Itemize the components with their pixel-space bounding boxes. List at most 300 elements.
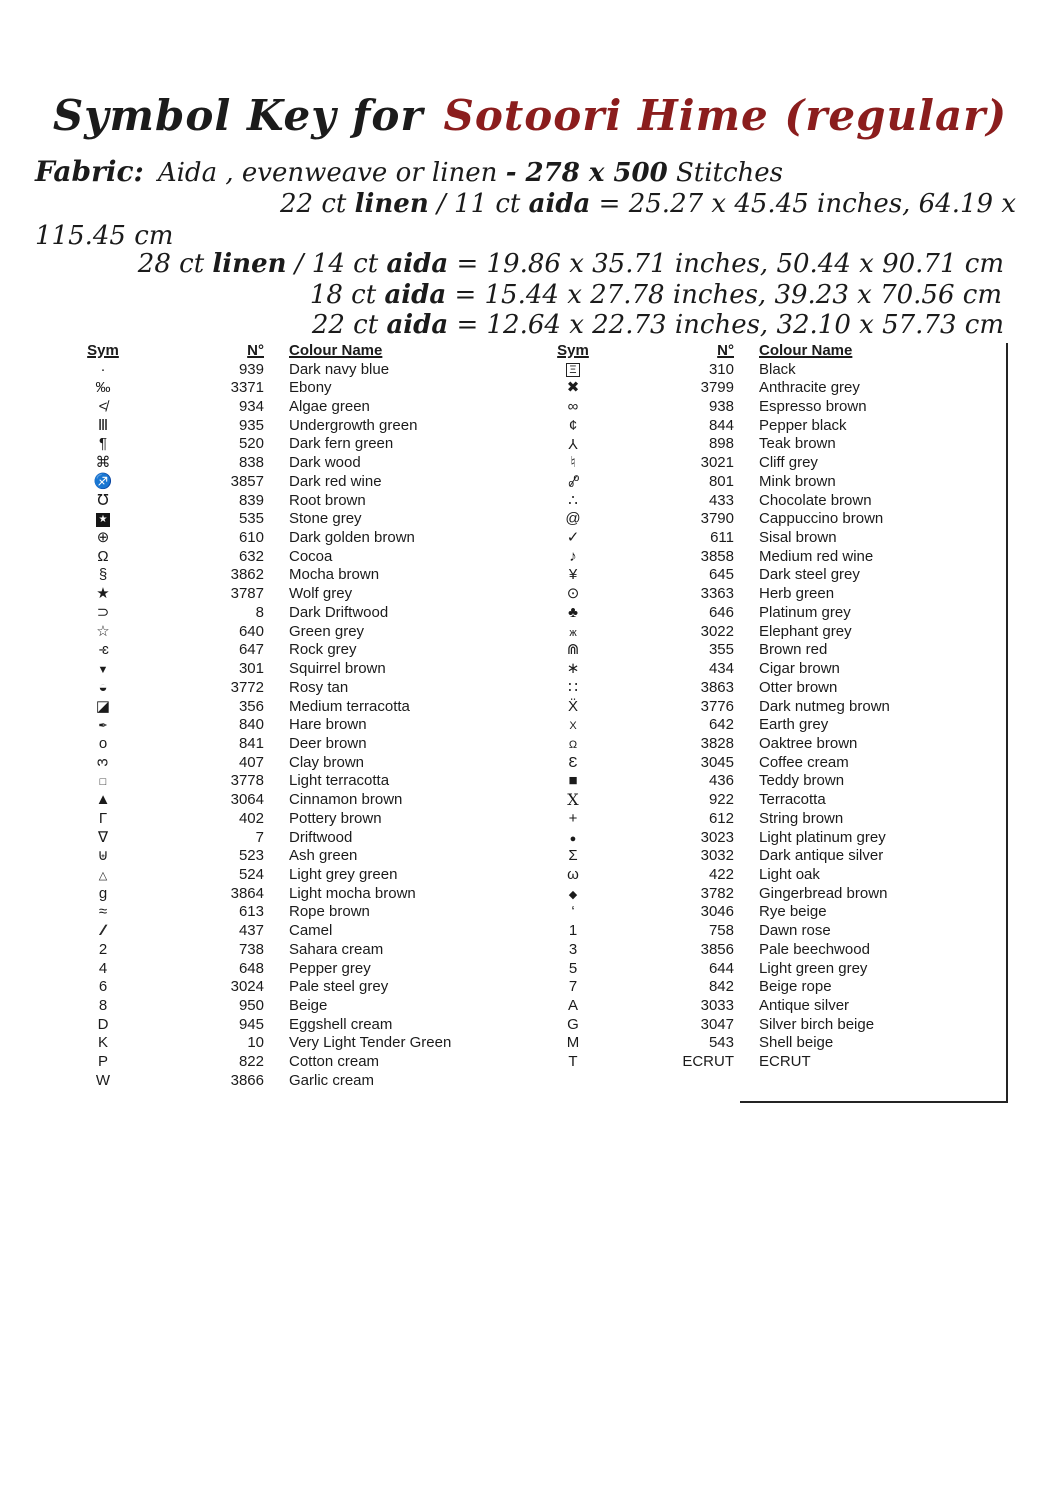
table-row	[532, 528, 992, 547]
number-cell: ECRUT	[682, 1053, 734, 1071]
number-cell: 3363	[700, 585, 734, 603]
number-cell: 543	[708, 1034, 734, 1052]
table-row	[62, 959, 522, 978]
symbol-cell	[62, 567, 144, 582]
symbol-cell	[62, 811, 144, 826]
symbol-glyph: 2	[98, 940, 108, 958]
number-cell: 839	[238, 491, 264, 509]
table-row	[62, 528, 522, 547]
table-row	[532, 772, 992, 791]
size-line-dimensions: = 12.64 x 22.73 inches, 32.10 x 57.73 cm	[448, 310, 1004, 340]
size-line-dimensions: = 19.86 x 35.71 inches, 50.44 x 90.71 cm	[448, 249, 1004, 279]
symbol-cell	[62, 699, 144, 714]
table-row	[62, 659, 522, 678]
colour-name-cell: Platinum grey	[759, 603, 851, 621]
symbol-cell	[62, 362, 144, 377]
colour-name-cell: Black	[759, 360, 796, 378]
number-cell: 3828	[700, 734, 734, 752]
table-row	[532, 753, 992, 772]
symbol-glyph: 5	[568, 959, 578, 977]
table-row	[62, 846, 522, 865]
symbol-cell	[532, 942, 614, 957]
number-cell: 945	[238, 1015, 264, 1033]
page-title	[0, 92, 1060, 140]
colour-name-cell: Ash green	[289, 847, 358, 865]
table-row	[532, 734, 992, 753]
number-cell: 3021	[700, 454, 734, 472]
symbol-glyph: Ẍ	[567, 697, 578, 715]
number-cell: 434	[708, 660, 734, 678]
table-row	[532, 416, 992, 435]
colour-name-cell: Cinnamon brown	[289, 791, 403, 809]
symbol-glyph: ·	[100, 360, 106, 378]
number-cell: 3045	[700, 753, 734, 771]
colour-name-cell: Pepper grey	[289, 959, 371, 977]
symbol-glyph: ●	[569, 832, 577, 845]
table-row	[62, 1052, 522, 1071]
symbol-cell	[532, 961, 614, 976]
number-cell: 422	[708, 865, 734, 883]
colour-name-cell: Cigar brown	[759, 660, 840, 678]
symbol-cell	[532, 661, 614, 676]
symbol-cell	[62, 792, 144, 807]
size-line-fabric-type: aida	[386, 310, 449, 340]
number-cell: 356	[238, 697, 264, 715]
symbol-glyph: T	[568, 1053, 578, 1071]
symbol-glyph: Ξ	[566, 363, 579, 378]
colour-name-cell: Camel	[289, 922, 333, 940]
colour-name-cell: Earth grey	[759, 716, 829, 734]
symbol-cell	[62, 717, 144, 732]
symbol-glyph: ℧	[97, 491, 109, 509]
number-cell: 934	[238, 398, 264, 416]
number-cell: 10	[247, 1034, 264, 1052]
fabric-label: Fabric:	[35, 155, 144, 188]
table-rows-left	[62, 360, 522, 1090]
table-row	[62, 603, 522, 622]
colour-name-cell: Cappuccino brown	[759, 510, 884, 528]
table-row	[532, 435, 992, 454]
number-cell: 523	[238, 847, 264, 865]
symbol-cell	[532, 418, 614, 433]
colour-name-cell: Green grey	[289, 622, 365, 640]
number-cell: 613	[238, 903, 264, 921]
symbol-glyph: §	[98, 566, 108, 584]
symbol-cell	[62, 1035, 144, 1050]
symbol-cell	[532, 530, 614, 545]
table-row	[62, 509, 522, 528]
number-cell: 3866	[230, 1071, 264, 1089]
symbol-glyph: 8	[98, 997, 108, 1015]
symbol-glyph: ⌘	[95, 454, 111, 472]
title-prefix: Symbol Key for	[52, 91, 424, 140]
fabric-line-1-text: Aida , evenweave or linen	[157, 158, 506, 188]
symbol-cell	[62, 549, 144, 564]
table-row	[62, 1071, 522, 1090]
symbol-cell	[532, 399, 614, 414]
table-row	[532, 472, 992, 491]
table-row	[532, 790, 992, 809]
number-cell: 3046	[700, 903, 734, 921]
symbol-cell	[62, 530, 144, 545]
number-cell: 647	[238, 641, 264, 659]
symbol-glyph: Y	[567, 435, 578, 453]
table-row	[532, 1034, 992, 1053]
symbol-glyph: ‘	[571, 903, 575, 921]
symbol-glyph: 3	[94, 758, 112, 767]
colour-name-cell: Cotton cream	[289, 1053, 380, 1071]
number-cell: 3790	[700, 510, 734, 528]
number-cell: 738	[238, 940, 264, 958]
table-row	[532, 397, 992, 416]
symbol-glyph: ¶	[98, 435, 108, 453]
colour-name-cell: Dark red wine	[289, 472, 382, 490]
colour-name-cell: Sisal brown	[759, 529, 837, 547]
number-cell: 3772	[230, 678, 264, 696]
symbol-cell	[532, 586, 614, 601]
symbol-glyph: ♣	[568, 603, 578, 621]
symbol-glyph: K	[97, 1034, 108, 1052]
table-row	[532, 809, 992, 828]
table-row	[62, 397, 522, 416]
number-cell: 840	[238, 716, 264, 734]
symbol-cell	[532, 998, 614, 1013]
header-sym: Sym	[87, 341, 119, 359]
colour-name-cell: Deer brown	[289, 734, 367, 752]
table-row	[532, 360, 992, 379]
table-row	[62, 1034, 522, 1053]
symbol-glyph: A	[567, 997, 578, 1015]
symbol-table-right	[532, 341, 992, 1071]
symbol-glyph: ¥	[568, 566, 578, 584]
colour-name-cell: Beige	[289, 997, 328, 1015]
fabric-line-3: 115.45 cm	[35, 221, 174, 251]
symbol-cell	[62, 436, 144, 451]
colour-name-cell: Pale beechwood	[759, 940, 870, 958]
symbol-glyph: ≮	[98, 398, 108, 416]
table-row	[62, 435, 522, 454]
table-row	[62, 884, 522, 903]
table-row	[532, 828, 992, 847]
symbol-cell	[532, 789, 614, 809]
symbol-glyph: ✖	[566, 379, 580, 397]
size-line-pre: 18 ct	[309, 280, 385, 310]
colour-name-cell: Beige rope	[759, 978, 832, 996]
colour-name-cell: Terracotta	[759, 791, 826, 809]
colour-name-cell: Anthracite grey	[759, 379, 860, 397]
number-cell: 437	[238, 922, 264, 940]
number-cell: 822	[238, 1053, 264, 1071]
symbol-cell	[62, 773, 144, 788]
symbol-glyph: G	[567, 1015, 579, 1033]
size-line-pre: 28 ct	[137, 249, 213, 279]
symbol-cell	[532, 680, 614, 695]
colour-name-cell: Pottery brown	[289, 809, 382, 827]
number-cell: 3862	[230, 566, 264, 584]
symbol-cell	[532, 642, 614, 657]
colour-name-cell: Espresso brown	[759, 398, 867, 416]
colour-name-cell: Cocoa	[289, 547, 333, 565]
colour-name-cell: Dark wood	[289, 454, 361, 472]
colour-name-cell: Algae green	[289, 398, 370, 416]
colour-name-cell: Stone grey	[289, 510, 362, 528]
colour-name-cell: Undergrowth green	[289, 416, 418, 434]
symbol-glyph: ∞	[567, 398, 579, 416]
table-row	[532, 603, 992, 622]
colour-name-cell: Light mocha brown	[289, 884, 416, 902]
colour-name-cell: Silver birch beige	[759, 1015, 875, 1033]
table-row	[62, 566, 522, 585]
symbol-cell	[62, 510, 144, 527]
symbol-cell	[532, 1035, 614, 1050]
number-cell: 838	[238, 454, 264, 472]
symbol-glyph: ✒	[98, 720, 108, 733]
number-cell: 402	[238, 809, 264, 827]
symbol-glyph: o	[98, 734, 108, 752]
number-cell: 355	[708, 641, 734, 659]
table-row	[532, 1052, 992, 1071]
number-cell: 407	[238, 753, 264, 771]
number-cell: 3856	[700, 940, 734, 958]
number-cell: 310	[708, 360, 734, 378]
table-row	[532, 977, 992, 996]
symbol-cell	[62, 680, 144, 695]
symbol-cell	[62, 904, 144, 919]
header-sym: Sym	[557, 341, 589, 359]
fabric-stitch-count: - 278 x 500	[505, 158, 668, 188]
symbol-glyph: @	[565, 510, 581, 528]
symbol-glyph: 1	[568, 922, 578, 940]
symbol-glyph: ⊎	[97, 847, 109, 865]
symbol-cell	[532, 755, 614, 770]
number-cell: 648	[238, 959, 264, 977]
colour-name-cell: Dark Driftwood	[289, 603, 389, 621]
header-colour-name: Colour Name	[759, 341, 853, 359]
table-row	[532, 903, 992, 922]
colour-name-cell: Root brown	[289, 491, 366, 509]
colour-name-cell: Mocha brown	[289, 566, 380, 584]
symbol-glyph: W	[95, 1071, 111, 1089]
colour-name-cell: Garlic cream	[289, 1071, 375, 1089]
symbol-glyph: ⋒	[566, 641, 580, 659]
number-cell: 611	[710, 529, 734, 547]
symbol-cell	[62, 380, 144, 395]
symbol-glyph: ♐	[93, 472, 113, 490]
table-row	[532, 884, 992, 903]
symbol-glyph: ▼	[97, 664, 109, 677]
table-row	[62, 416, 522, 435]
symbol-cell	[532, 624, 614, 639]
colour-name-cell: Chocolate brown	[759, 491, 872, 509]
symbol-cell	[62, 418, 144, 433]
symbol-glyph: ⊙	[566, 585, 580, 603]
number-cell: 3024	[230, 978, 264, 996]
number-cell: 3033	[700, 997, 734, 1015]
table-row	[62, 903, 522, 922]
symbol-glyph: ₒ⁄º	[568, 472, 578, 490]
symbol-cell	[532, 699, 614, 714]
number-cell: 7	[255, 828, 264, 846]
symbol-cell	[62, 399, 144, 414]
number-cell: 3064	[230, 791, 264, 809]
symbol-cell	[62, 886, 144, 901]
symbol-cell	[532, 511, 614, 526]
symbol-glyph: ≈	[98, 903, 108, 921]
symbol-cell	[62, 848, 144, 863]
symbol-table-left	[62, 341, 522, 1090]
number-cell: 3032	[700, 847, 734, 865]
number-cell: 3787	[230, 585, 264, 603]
size-line-fabric-type-2: aida	[528, 189, 591, 219]
colour-name-cell: Shell beige	[759, 1034, 834, 1052]
colour-name-cell: Antique silver	[759, 997, 850, 1015]
number-cell: 3371	[230, 379, 264, 397]
title-pattern-name: Sotoori Hime (regular)	[443, 91, 1008, 140]
table-row	[532, 491, 992, 510]
symbol-cell	[62, 455, 144, 470]
symbol-glyph: Ⅲ	[97, 416, 109, 434]
table-row	[62, 622, 522, 641]
colour-name-cell: Dark antique silver	[759, 847, 884, 865]
symbol-cell	[62, 605, 144, 620]
symbol-glyph: ∷	[568, 678, 578, 696]
table-row	[532, 378, 992, 397]
number-cell: 3776	[700, 697, 734, 715]
table-row	[532, 584, 992, 603]
table-row	[62, 547, 522, 566]
number-cell: 935	[238, 416, 264, 434]
symbol-cell	[532, 1017, 614, 1032]
number-cell: 3858	[700, 547, 734, 565]
symbol-glyph: 6	[98, 978, 108, 996]
colour-name-cell: Rope brown	[289, 903, 370, 921]
size-line-fabric-type-2: aida	[386, 249, 449, 279]
colour-name-cell: Brown red	[759, 641, 828, 659]
size-line-mid: / 14 ct	[286, 249, 387, 279]
number-cell: 3022	[700, 622, 734, 640]
table-row	[62, 378, 522, 397]
number-cell: 3863	[700, 678, 734, 696]
table-row	[62, 715, 522, 734]
number-cell: 938	[708, 398, 734, 416]
colour-name-cell: Dark fern green	[289, 435, 394, 453]
table-right-border	[1006, 343, 1008, 1101]
symbol-cell	[62, 942, 144, 957]
symbol-glyph: ∕∕	[101, 922, 104, 940]
colour-name-cell: Wolf grey	[289, 585, 353, 603]
number-cell: 898	[708, 435, 734, 453]
symbol-glyph: Ω	[97, 547, 109, 565]
colour-name-cell: Ebony	[289, 379, 332, 397]
table-row	[532, 678, 992, 697]
symbol-glyph: ж	[569, 626, 577, 639]
symbol-cell	[532, 979, 614, 994]
symbol-cell	[62, 998, 144, 1013]
symbol-cell	[62, 474, 144, 489]
table-row	[62, 491, 522, 510]
fabric-line-4	[138, 250, 1004, 280]
symbol-glyph: □	[99, 776, 107, 789]
size-line-pre: 22 ct	[311, 310, 387, 340]
colour-name-cell: Coffee cream	[759, 753, 849, 771]
colour-name-cell: ECRUT	[759, 1053, 811, 1071]
symbol-glyph: ∴	[568, 491, 578, 509]
colour-name-cell: String brown	[759, 809, 844, 827]
symbol-glyph: 7	[568, 978, 578, 996]
symbol-cell	[532, 848, 614, 863]
symbol-cell	[62, 661, 144, 676]
table-row	[62, 734, 522, 753]
symbol-cell	[62, 1054, 144, 1069]
number-cell: 841	[238, 734, 264, 752]
symbol-glyph: ◪	[95, 697, 111, 715]
symbol-glyph: 4	[98, 959, 108, 977]
symbol-cell	[62, 867, 144, 882]
number-cell: 3778	[230, 772, 264, 790]
symbol-glyph: ‰	[95, 379, 111, 397]
number-cell: 535	[238, 510, 264, 528]
table-row	[532, 547, 992, 566]
symbol-cell	[532, 380, 614, 395]
table-row	[62, 641, 522, 660]
symbol-glyph: X	[569, 720, 577, 733]
symbol-glyph: ⊃	[96, 603, 110, 621]
symbol-glyph: ω	[567, 865, 579, 883]
symbol-cell	[532, 886, 614, 901]
symbol-cell	[532, 474, 614, 489]
colour-name-cell: Light oak	[759, 865, 820, 883]
table-row	[532, 509, 992, 528]
table-row	[532, 641, 992, 660]
symbol-cell	[62, 493, 144, 508]
symbol-cell	[532, 493, 614, 508]
table-bottom-border	[740, 1101, 1008, 1103]
table-header	[532, 341, 992, 360]
symbol-glyph: g	[98, 884, 108, 902]
colour-name-cell: Pale steel grey	[289, 978, 389, 996]
symbol-cell	[532, 605, 614, 620]
table-rows-right	[532, 360, 992, 1071]
colour-name-cell: Rock grey	[289, 641, 357, 659]
symbol-cell	[532, 923, 614, 938]
size-line-pre: 22 ct	[280, 189, 355, 219]
symbol-glyph: ★	[96, 585, 110, 603]
symbol-glyph: M	[566, 1034, 580, 1052]
colour-name-cell: Driftwood	[289, 828, 353, 846]
table-row	[532, 1015, 992, 1034]
colour-name-cell: Dark navy blue	[289, 360, 390, 378]
number-cell: 758	[708, 922, 734, 940]
colour-name-cell: Teak brown	[759, 435, 836, 453]
colour-name-cell: Pepper black	[759, 416, 847, 434]
table-row	[532, 659, 992, 678]
colour-name-cell: Dark steel grey	[759, 566, 860, 584]
number-cell: 801	[708, 472, 734, 490]
table-row	[62, 921, 522, 940]
colour-name-cell: Dark golden brown	[289, 529, 415, 547]
colour-name-cell: Rosy tan	[289, 678, 349, 696]
symbol-cell	[62, 979, 144, 994]
symbol-cell	[62, 736, 144, 751]
symbol-cell	[62, 642, 144, 657]
symbol-glyph: ▲	[95, 791, 111, 809]
symbol-cell	[532, 904, 614, 919]
number-cell: 842	[708, 978, 734, 996]
colour-name-cell: Dark nutmeg brown	[759, 697, 890, 715]
table-row	[62, 772, 522, 791]
symbol-cell	[62, 1073, 144, 1088]
symbol-cell	[62, 830, 144, 845]
